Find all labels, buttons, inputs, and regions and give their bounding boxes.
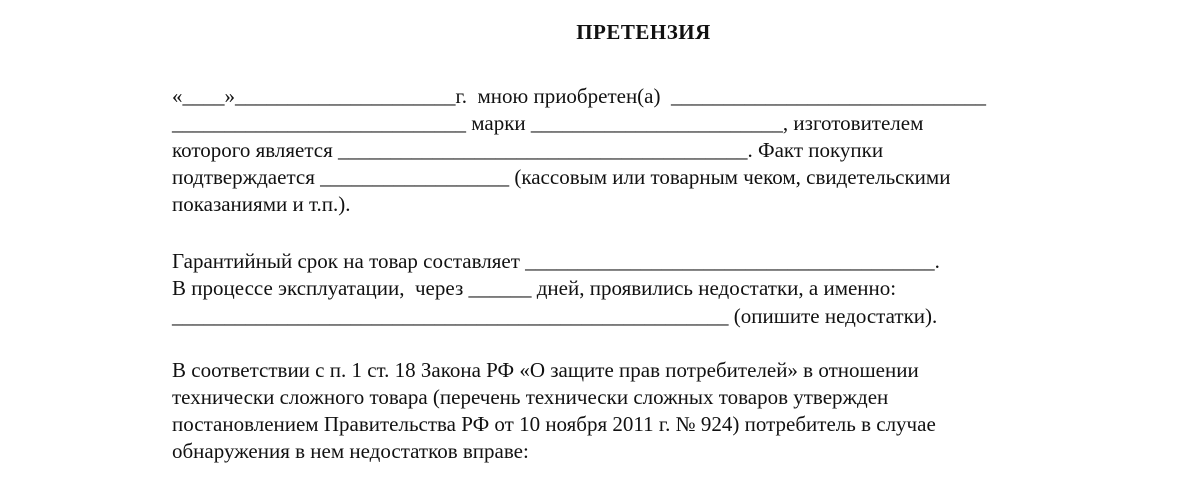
- text-line-proof-cont: показаниями и т.п.).: [172, 192, 351, 216]
- text-line-law-3: постановлением Правительства РФ от 10 ноября 2011 г. № 924) потребитель в случае: [172, 412, 936, 436]
- text-line-warranty: Гарантийный срок на товар составляет _______________________________________.: [172, 249, 940, 273]
- text-line-describe: _____________________________________________________ (опишите недостатки).: [172, 304, 938, 328]
- text-line-brand: ____________________________ марки ________________________, изготовителем: [172, 111, 924, 135]
- text-line-law-2: технически сложного товара (перечень технически сложных товаров утвержден: [172, 385, 889, 409]
- text-line-manufacturer: которого является _______________________________________. Факт покупки: [172, 138, 884, 162]
- document-title: ПРЕТЕНЗИЯ: [576, 20, 711, 44]
- text-line-proof: подтверждается __________________ (кассовым или товарным чеком, свидетельскими: [172, 165, 951, 189]
- text-line-law-4: обнаружения в нем недостатков вправе:: [172, 439, 529, 463]
- text-line-defects: В процессе эксплуатации, через ______ дней, проявились недостатки, а именно:: [172, 276, 897, 300]
- text-line-purchase-date: «____»_____________________г. мною приобретен(а) ______________________________: [172, 84, 986, 108]
- text-line-law-1: В соответствии с п. 1 ст. 18 Закона РФ «О защите прав потребителей» в отношении: [172, 358, 919, 382]
